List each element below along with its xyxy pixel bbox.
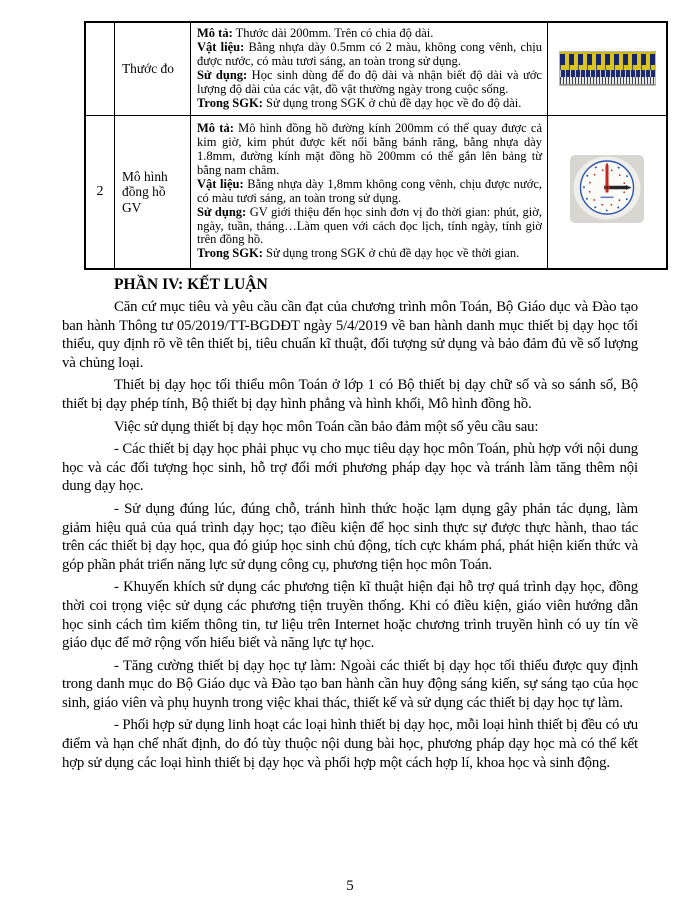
spec-label: Mô tả: — [197, 121, 234, 136]
table-row — [85, 22, 667, 115]
spec-line — [197, 122, 542, 178]
spec-label: Vật liệu: — [197, 176, 244, 191]
spec-text: Sử dụng trong SGK ở chủ đề dạy học về thời gian. — [262, 246, 520, 261]
table-row — [85, 115, 667, 269]
page-number: 5 — [346, 878, 354, 894]
spec-label: Vật liệu: — [197, 39, 245, 54]
equipment-description — [191, 115, 548, 269]
spec-label: Mô tả: — [197, 26, 233, 41]
paragraph: - Tăng cường thiết bị dạy học tự làm: Ngoài các thiết bị dạy học tối thiểu được quy định trong danh mục do Bộ Giáo dục và Đào tạo ban hành cần huy động sáng kiến, sự sáng tạo của học sinh, giáo viên và phụ huynh trong việc khai thác, thiết kế và sử dụng các thiết bị dạy học tự làm. — [62, 657, 638, 711]
paragraph: - Các thiết bị dạy học phải phục vụ cho mục tiêu dạy học môn Toán, phù hợp với nội dung học và các đối tượng học sinh, hỗ trợ đổi mới phương pháp dạy học và tránh làm tăng thêm nội dung dạy học. — [62, 441, 638, 495]
ruler-photo — [560, 52, 655, 85]
equipment-description — [191, 22, 548, 115]
equipment-table-body — [85, 22, 667, 269]
equipment-name: Mô hình đồng hồ GV — [115, 115, 191, 269]
spec-text: Thước dài 200mm. Trên có chia độ dài. — [232, 26, 434, 41]
ruler-navy-band — [560, 70, 655, 77]
equipment-image-cell — [548, 115, 668, 269]
paragraph: - Khuyến khích sử dụng các phương tiện kĩ thuật hiện đại hỗ trợ quá trình dạy học, đồng thời coi trọng việc sử dụng các phương tiện truyền thống. Khi có điều kiện, giáo viên hướng dẫn học sinh cách tìm kiếm thông tin, tư liệu trên Internet hoặc chương trình truyền hình có uy tín về giáo dục để mở rộng vốn hiểu biết và năng lực tự học. — [62, 579, 638, 652]
spec-text: GV giới thiệu đến học sinh đơn vị đo thời gian: phút, giờ, ngày, tuần, tháng…Làm quen với cách đọc lịch, tính ngày, tính giờ trên đồng hồ. — [197, 204, 542, 247]
spec-text: Bằng nhựa dày 1,8mm không cong vênh, chịu được nước, có màu tươi sáng, an toàn trong sử dụng. — [197, 176, 542, 205]
paragraph: Căn cứ mục tiêu và yêu cầu cần đạt của chương trình môn Toán, Bộ Giáo dục và Đào tạo ban hành Thông tư 05/2019/TT-BGDĐT ngày 5/4/2019 về ban hành danh mục thiết bị dạy học tối thiểu, quy định rõ về tên thiết bị, tiêu chuẩn kĩ thuật, đối tượng sử dụng và bảo đảm đủ về số lượng và chủng loại. — [62, 299, 638, 371]
spec-text: Học sinh dùng để đo độ dài và nhận biết độ dài và ước lượng độ dài của các vật, đồ vật thường ngày trong cuộc sống. — [197, 67, 542, 96]
spec-line — [197, 97, 542, 111]
spec-line — [197, 27, 542, 41]
equipment-image-cell — [548, 22, 668, 115]
spec-label: Sử dụng: — [197, 204, 247, 219]
spec-label: Trong SGK: — [197, 95, 263, 110]
spec-text: Sử dụng trong SGK ở chủ đề dạy học về đo độ dài. — [262, 95, 522, 110]
section-heading: PHẦN IV: KẾT LUẬN — [114, 276, 268, 293]
spec-text: Bằng nhựa dày 0.5mm có 2 màu, không cong vênh, chịu được nước, có màu tươi sáng, an toàn trong sử dụng. — [197, 39, 542, 68]
equipment-name: Thước đo — [115, 22, 191, 115]
conclusion-section — [62, 276, 638, 772]
row-number: 2 — [85, 115, 115, 269]
paragraph: Thiết bị dạy học tối thiểu môn Toán ở lớp 1 có Bộ thiết bị dạy chữ số và so sánh số, Bộ thiết bị dạy phép tính, Bộ thiết bị dạy hình phẳng và hình khối, Mô hình đồng hồ. — [62, 377, 638, 412]
equipment-table — [84, 21, 668, 270]
paragraph: - Sử dụng đúng lúc, đúng chỗ, tránh hình thức hoặc lạm dụng gây phản tác dụng, làm giảm hiệu quả của quá trình dạy học; tạo điều kiện để học sinh thực sự được thực hành, thao tác trên các thiết bị dạy học, qua đó giúp học sinh chủ động, tích cực khám phá, phát hiện kiến thức và góp phần phát triển năng lực sử dụng công cụ, phương tiện học môn Toán. — [62, 500, 638, 573]
spec-line — [197, 41, 542, 69]
paragraph: Việc sử dụng thiết bị dạy học môn Toán cần bảo đảm một số yêu cầu sau: — [114, 418, 539, 435]
spec-line — [197, 247, 542, 261]
spec-label: Trong SGK: — [197, 246, 263, 261]
ruler-checkered-band — [560, 52, 655, 65]
spec-label: Sử dụng: — [197, 67, 248, 82]
spec-line — [197, 178, 542, 206]
spec-line — [197, 69, 542, 97]
spec-text: Mô hình đồng hồ đường kính 200mm có thể quay được cả kim giờ, kim phút được kết nối bằng bánh răng, bằng nhựa dày 1.8mm, đường kính mặt đồng hồ 200mm có thể gắn lên bảng từ bằng nam châm. — [197, 121, 543, 177]
spec-line — [197, 206, 542, 248]
ruler-tick-comb — [560, 77, 655, 85]
row-number — [85, 22, 115, 115]
clock-photo — [570, 155, 644, 223]
paragraph: - Phối hợp sử dụng linh hoạt các loại hình thiết bị dạy học, mỗi loại hình thiết bị đều có ưu điểm và hạn chế nhất định, do đó tùy thuộc nội dung bài học, phương pháp dạy học mà có thể kết hợp sử dụng các loại hình thiết bị dạy học và phối hợp một cách hợp lí, khoa học và sinh động. — [62, 717, 638, 771]
